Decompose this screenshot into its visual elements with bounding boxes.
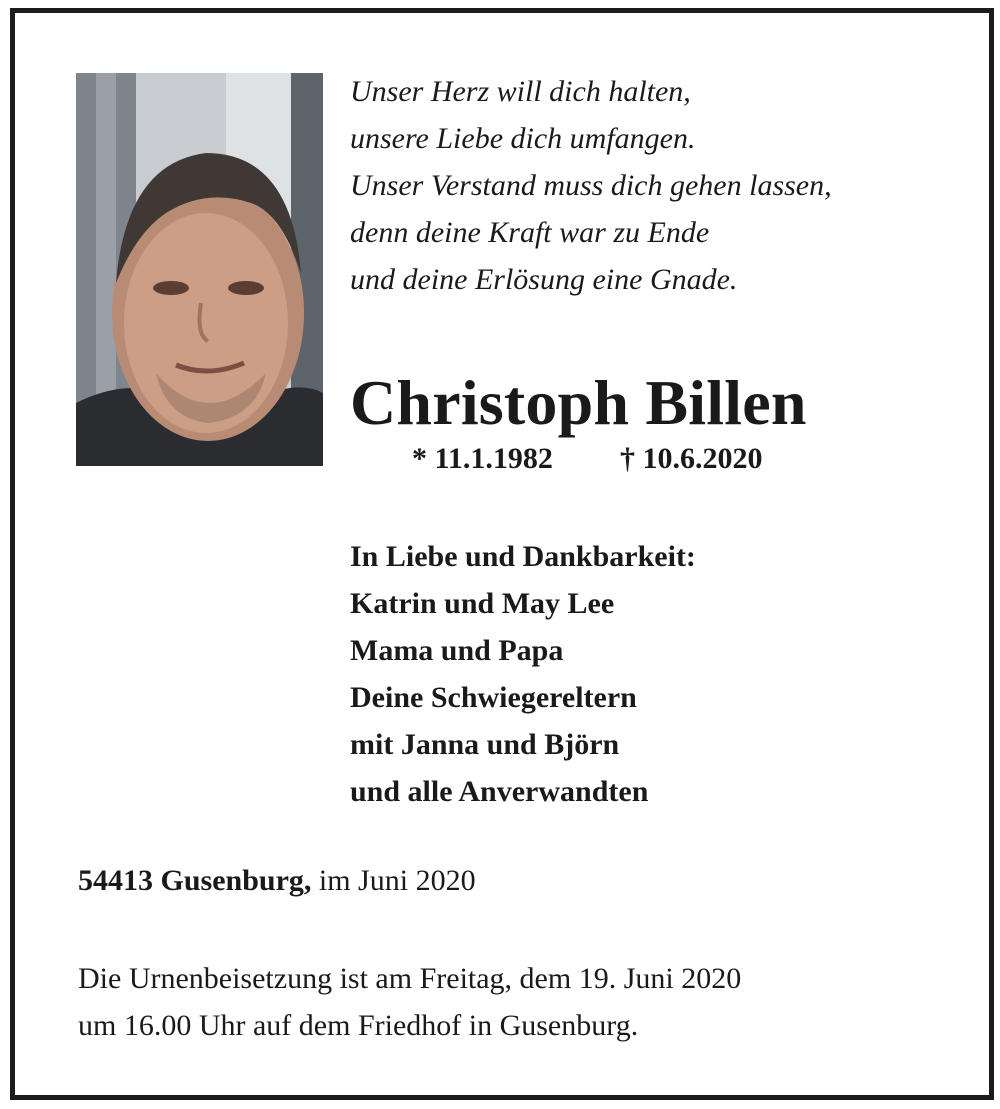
poem-line: Unser Herz will dich halten, <box>350 75 691 108</box>
mourner-line: mit Janna und Björn <box>350 728 620 761</box>
death-date: † 10.6.2020 <box>620 442 763 475</box>
place-and-date <box>78 862 476 900</box>
poem-line: und deine Erlösung eine Gnade. <box>350 263 738 296</box>
portrait-photo <box>76 73 323 466</box>
birth-date: * 11.1.1982 <box>412 442 553 475</box>
portrait-image <box>76 73 323 466</box>
deceased-name: Christoph Billen <box>350 367 807 438</box>
burial-notice <box>78 955 741 1049</box>
burial-line: Die Urnenbeisetzung ist am Freitag, dem 19. Juni 2020 <box>78 962 742 995</box>
poem-line: denn deine Kraft war zu Ende <box>350 216 710 249</box>
poem-line: unsere Liebe dich umfangen. <box>350 122 696 155</box>
poem-line: Unser Verstand muss dich gehen lassen, <box>350 169 832 202</box>
place-date: im Juni 2020 <box>311 864 476 897</box>
place-location: 54413 Gusenburg, <box>78 864 312 897</box>
mourners-heading: In Liebe und Dankbarkeit: <box>350 540 696 573</box>
mourners-list <box>350 533 696 815</box>
poem <box>350 68 832 303</box>
mourner-line: Katrin und May Lee <box>350 587 615 620</box>
mourner-line: und alle Anverwandten <box>350 775 649 808</box>
mourner-line: Mama und Papa <box>350 634 564 667</box>
mourner-line: Deine Schwiegereltern <box>350 681 637 714</box>
burial-line: um 16.00 Uhr auf dem Friedhof in Gusenburg. <box>78 1009 639 1042</box>
